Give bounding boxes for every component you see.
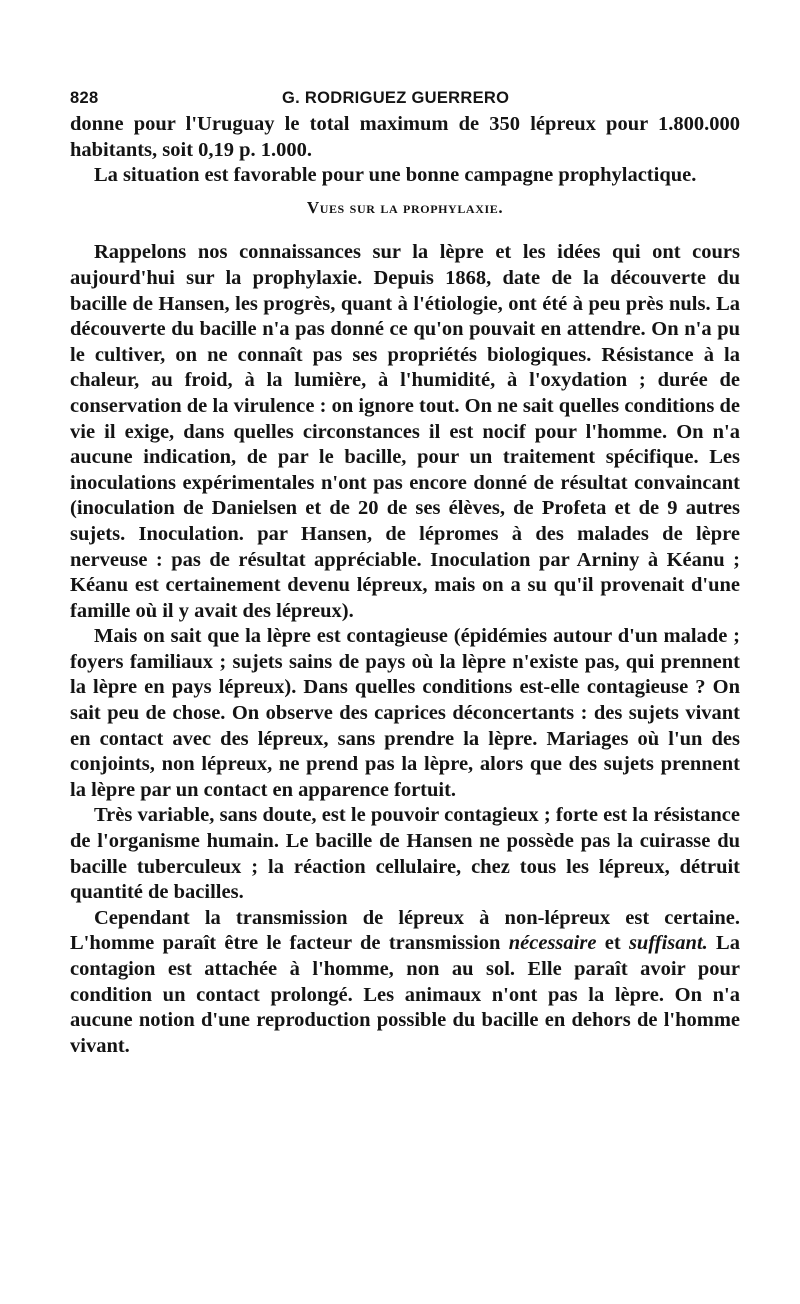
text-run: Cependant la transmission de lépreux à non-lépreux est certaine. L'homme paraît être le facteur de transmission <box>70 906 740 955</box>
document-page <box>70 82 740 1059</box>
running-head <box>70 82 740 112</box>
section-heading: Vues sur la prophylaxie. <box>306 197 504 217</box>
page-number: 828 <box>70 89 99 107</box>
body-text <box>70 112 740 1059</box>
paragraph: La situation est favorable pour une bonne campagne prophylactique. <box>94 164 697 187</box>
text-run: La contagion est attachée à l'homme, non au sol. Elle paraît avoir pour condition un contact prolongé. Les animaux n'ont pas la lèpre. On n'a aucune notion d'une reproduction possible du bacille en dehors de l'homme vivant. <box>70 932 740 1057</box>
paragraph: Mais on sait que la lèpre est contagieuse (épidémies autour d'un malade ; foyers familiaux ; sujets sains de pays où la lèpre n'existe pas, qui prennent la lèpre en pays lépreux). Dans quelles conditions est-elle contagieuse ? On sait peu de chose. On observe des caprices déconcertants : des sujets vivant en contact avec des lépreux, sans prendre la lèpre. Mariages où l'un des conjoints, non lépreux, ne prend pas la lèpre, alors que des sujets prennent la lèpre par un contact en apparence fortuit. <box>70 625 740 801</box>
paragraph: Très variable, sans doute, est le pouvoir contagieux ; forte est la résistance de l'organisme humain. Le bacille de Hansen ne possède pas la cuirasse du bacille tuberculeux ; la réaction cellulaire, chez tous les lépreux, détruit quantité de bacilles. <box>70 804 740 904</box>
text-run: et <box>596 932 629 955</box>
running-title: G. RODRIGUEZ GUERRERO <box>282 89 510 107</box>
paragraph: Rappelons nos connaissances sur la lèpre et les idées qui ont cours aujourd'hui sur la prophylaxie. Depuis 1868, date de la découverte du bacille de Hansen, les progrès, quant à l'étiologie, ont été à peu près nuls. La découverte du bacille n'a pas donné ce qu'on pouvait en attendre. On n'a pu le cultiver, on ne connaît pas ses propriétés biologiques. Résistance à la chaleur, au froid, à la lumière, à l'humidité, à l'oxydation ; durée de conservation de la virulence : on ignore tout. On ne sait quelles conditions de vie il exige, dans quelles circonstances il est nocif pour l'homme. On n'a aucune indication, de par le bacille, pour un traitement spécifique. Les inoculations expérimentales n'ont pas encore donné de résultat convaincant (inoculation de Danielsen et de 20 de ses élèves, de Profeta et de 9 autres sujets. Inoculation. par Hansen, de lépromes à des malades de lèpre nerveuse : pas de résultat appréciable. Inoculation par Arniny à Kéanu ; Kéanu est certainement devenu lépreux, mais on a su qu'il provenait d'une famille où il y avait des lépreux). <box>70 241 740 622</box>
paragraph: donne pour l'Uruguay le total maximum de 350 lépreux pour 1.800.000 habitants, soit 0,19 p. 1.000. <box>70 113 740 161</box>
paragraph-last <box>70 906 740 1060</box>
italic-word: nécessaire <box>508 932 597 955</box>
italic-word: suffisant. <box>628 932 708 955</box>
